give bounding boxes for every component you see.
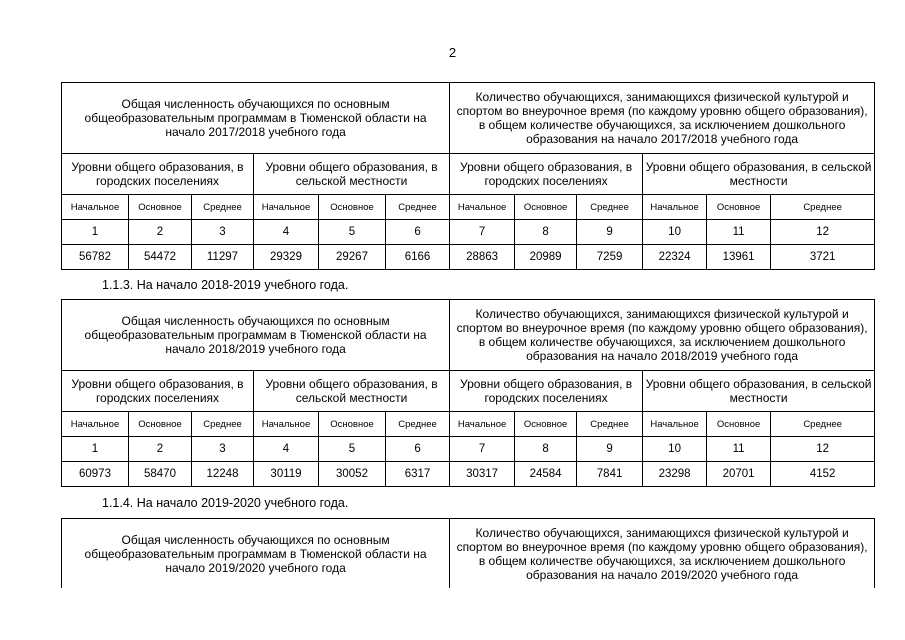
col-number: 12 bbox=[771, 220, 875, 245]
col-number: 11 bbox=[707, 220, 771, 245]
levels-rural-header: Уровни общего образования, в сельской местности bbox=[254, 154, 450, 195]
col-level-label: Среднее bbox=[386, 195, 450, 220]
col-level-label: Среднее bbox=[771, 195, 875, 220]
data-cell: 60973 bbox=[62, 462, 129, 487]
col-number: 1 bbox=[62, 220, 129, 245]
col-level-label: Начальное bbox=[643, 195, 707, 220]
data-cell: 29329 bbox=[254, 245, 319, 270]
data-cell: 13961 bbox=[707, 245, 771, 270]
col-level-label: Среднее bbox=[577, 412, 643, 437]
levels-urban-header: Уровни общего образования, в городских поселениях bbox=[62, 371, 254, 412]
col-number: 6 bbox=[386, 220, 450, 245]
col-level-label: Основное bbox=[515, 412, 577, 437]
data-cell: 20701 bbox=[707, 462, 771, 487]
data-cell: 24584 bbox=[515, 462, 577, 487]
table-2017-2018 bbox=[61, 82, 875, 270]
col-number: 6 bbox=[386, 437, 450, 462]
data-cell: 4152 bbox=[771, 462, 875, 487]
table-2019-2020 bbox=[61, 518, 875, 588]
levels-rural-header: Уровни общего образования, в сельской местности bbox=[254, 371, 450, 412]
levels-rural-header: Уровни общего образования, в сельской местности bbox=[643, 154, 875, 195]
section-caption-2019-2020: 1.1.4. На начало 2019-2020 учебного года. bbox=[102, 496, 349, 510]
col-number: 5 bbox=[319, 437, 386, 462]
col-number: 3 bbox=[192, 220, 254, 245]
col-level-label: Основное bbox=[319, 412, 386, 437]
col-number: 9 bbox=[577, 437, 643, 462]
col-number: 4 bbox=[254, 220, 319, 245]
col-level-label: Основное bbox=[707, 195, 771, 220]
left-block-header: Общая численность обучающихся по основным общеобразовательным программам в Тюменской области на начало 2018/2019 учебного года bbox=[62, 300, 450, 371]
data-cell: 7259 bbox=[577, 245, 643, 270]
data-cell: 20989 bbox=[515, 245, 577, 270]
table-2018-2019 bbox=[61, 299, 875, 487]
table-2019-2020-wrapper bbox=[61, 518, 875, 588]
col-level-label: Основное bbox=[319, 195, 386, 220]
data-cell: 6317 bbox=[386, 462, 450, 487]
left-block-header: Общая численность обучающихся по основным общеобразовательным программам в Тюменской области на начало 2017/2018 учебного года bbox=[62, 83, 450, 154]
col-level-label: Начальное bbox=[450, 195, 515, 220]
col-level-label: Среднее bbox=[192, 412, 254, 437]
col-number: 7 bbox=[450, 220, 515, 245]
data-cell: 7841 bbox=[577, 462, 643, 487]
data-cell: 30119 bbox=[254, 462, 319, 487]
col-level-label: Среднее bbox=[192, 195, 254, 220]
col-level-label: Основное bbox=[515, 195, 577, 220]
levels-rural-header: Уровни общего образования, в сельской местности bbox=[643, 371, 875, 412]
col-number: 9 bbox=[577, 220, 643, 245]
col-number: 11 bbox=[707, 437, 771, 462]
data-cell: 30317 bbox=[450, 462, 515, 487]
col-number: 10 bbox=[643, 437, 707, 462]
col-level-label: Начальное bbox=[62, 195, 129, 220]
page-number: 2 bbox=[448, 45, 457, 60]
right-block-header: Количество обучающихся, занимающихся физической культурой и спортом во внеурочное время (по каждому уровню общего образования), в общем количестве обучающихся, за исключением дошкольного образования на начало 2019/2020 учебного года bbox=[450, 519, 875, 589]
col-level-label: Начальное bbox=[62, 412, 129, 437]
levels-urban-header: Уровни общего образования, в городских поселениях bbox=[450, 154, 643, 195]
data-cell: 6166 bbox=[386, 245, 450, 270]
levels-urban-header: Уровни общего образования, в городских поселениях bbox=[62, 154, 254, 195]
col-level-label: Основное bbox=[129, 412, 192, 437]
data-cell: 56782 bbox=[62, 245, 129, 270]
data-cell: 58470 bbox=[129, 462, 192, 487]
right-block-header: Количество обучающихся, занимающихся физической культурой и спортом во внеурочное время (по каждому уровню общего образования), в общем количестве обучающихся, за исключением дошкольного образования на начало 2017/2018 учебного года bbox=[450, 83, 875, 154]
col-level-label: Начальное bbox=[254, 195, 319, 220]
col-level-label: Основное bbox=[707, 412, 771, 437]
left-block-header: Общая численность обучающихся по основным общеобразовательным программам в Тюменской области на начало 2019/2020 учебного года bbox=[62, 519, 450, 589]
right-block-header: Количество обучающихся, занимающихся физической культурой и спортом во внеурочное время (по каждому уровню общего образования), в общем количестве обучающихся, за исключением дошкольного образования на начало 2018/2019 учебного года bbox=[450, 300, 875, 371]
col-number: 3 bbox=[192, 437, 254, 462]
data-cell: 54472 bbox=[129, 245, 192, 270]
col-number: 2 bbox=[129, 437, 192, 462]
col-level-label: Среднее bbox=[577, 195, 643, 220]
col-level-label: Среднее bbox=[386, 412, 450, 437]
col-level-label: Начальное bbox=[450, 412, 515, 437]
data-cell: 30052 bbox=[319, 462, 386, 487]
col-level-label: Начальное bbox=[643, 412, 707, 437]
levels-urban-header: Уровни общего образования, в городских поселениях bbox=[450, 371, 643, 412]
col-number: 7 bbox=[450, 437, 515, 462]
col-level-label: Основное bbox=[129, 195, 192, 220]
data-cell: 12248 bbox=[192, 462, 254, 487]
data-cell: 22324 bbox=[643, 245, 707, 270]
data-cell: 29267 bbox=[319, 245, 386, 270]
col-number: 4 bbox=[254, 437, 319, 462]
data-cell: 11297 bbox=[192, 245, 254, 270]
col-number: 12 bbox=[771, 437, 875, 462]
data-cell: 23298 bbox=[643, 462, 707, 487]
col-number: 5 bbox=[319, 220, 386, 245]
col-number: 2 bbox=[129, 220, 192, 245]
col-number: 8 bbox=[515, 220, 577, 245]
data-cell: 3721 bbox=[771, 245, 875, 270]
col-number: 8 bbox=[515, 437, 577, 462]
col-number: 1 bbox=[62, 437, 129, 462]
data-cell: 28863 bbox=[450, 245, 515, 270]
col-number: 10 bbox=[643, 220, 707, 245]
col-level-label: Начальное bbox=[254, 412, 319, 437]
col-level-label: Среднее bbox=[771, 412, 875, 437]
section-caption-2018-2019: 1.1.3. На начало 2018-2019 учебного года. bbox=[102, 278, 349, 292]
